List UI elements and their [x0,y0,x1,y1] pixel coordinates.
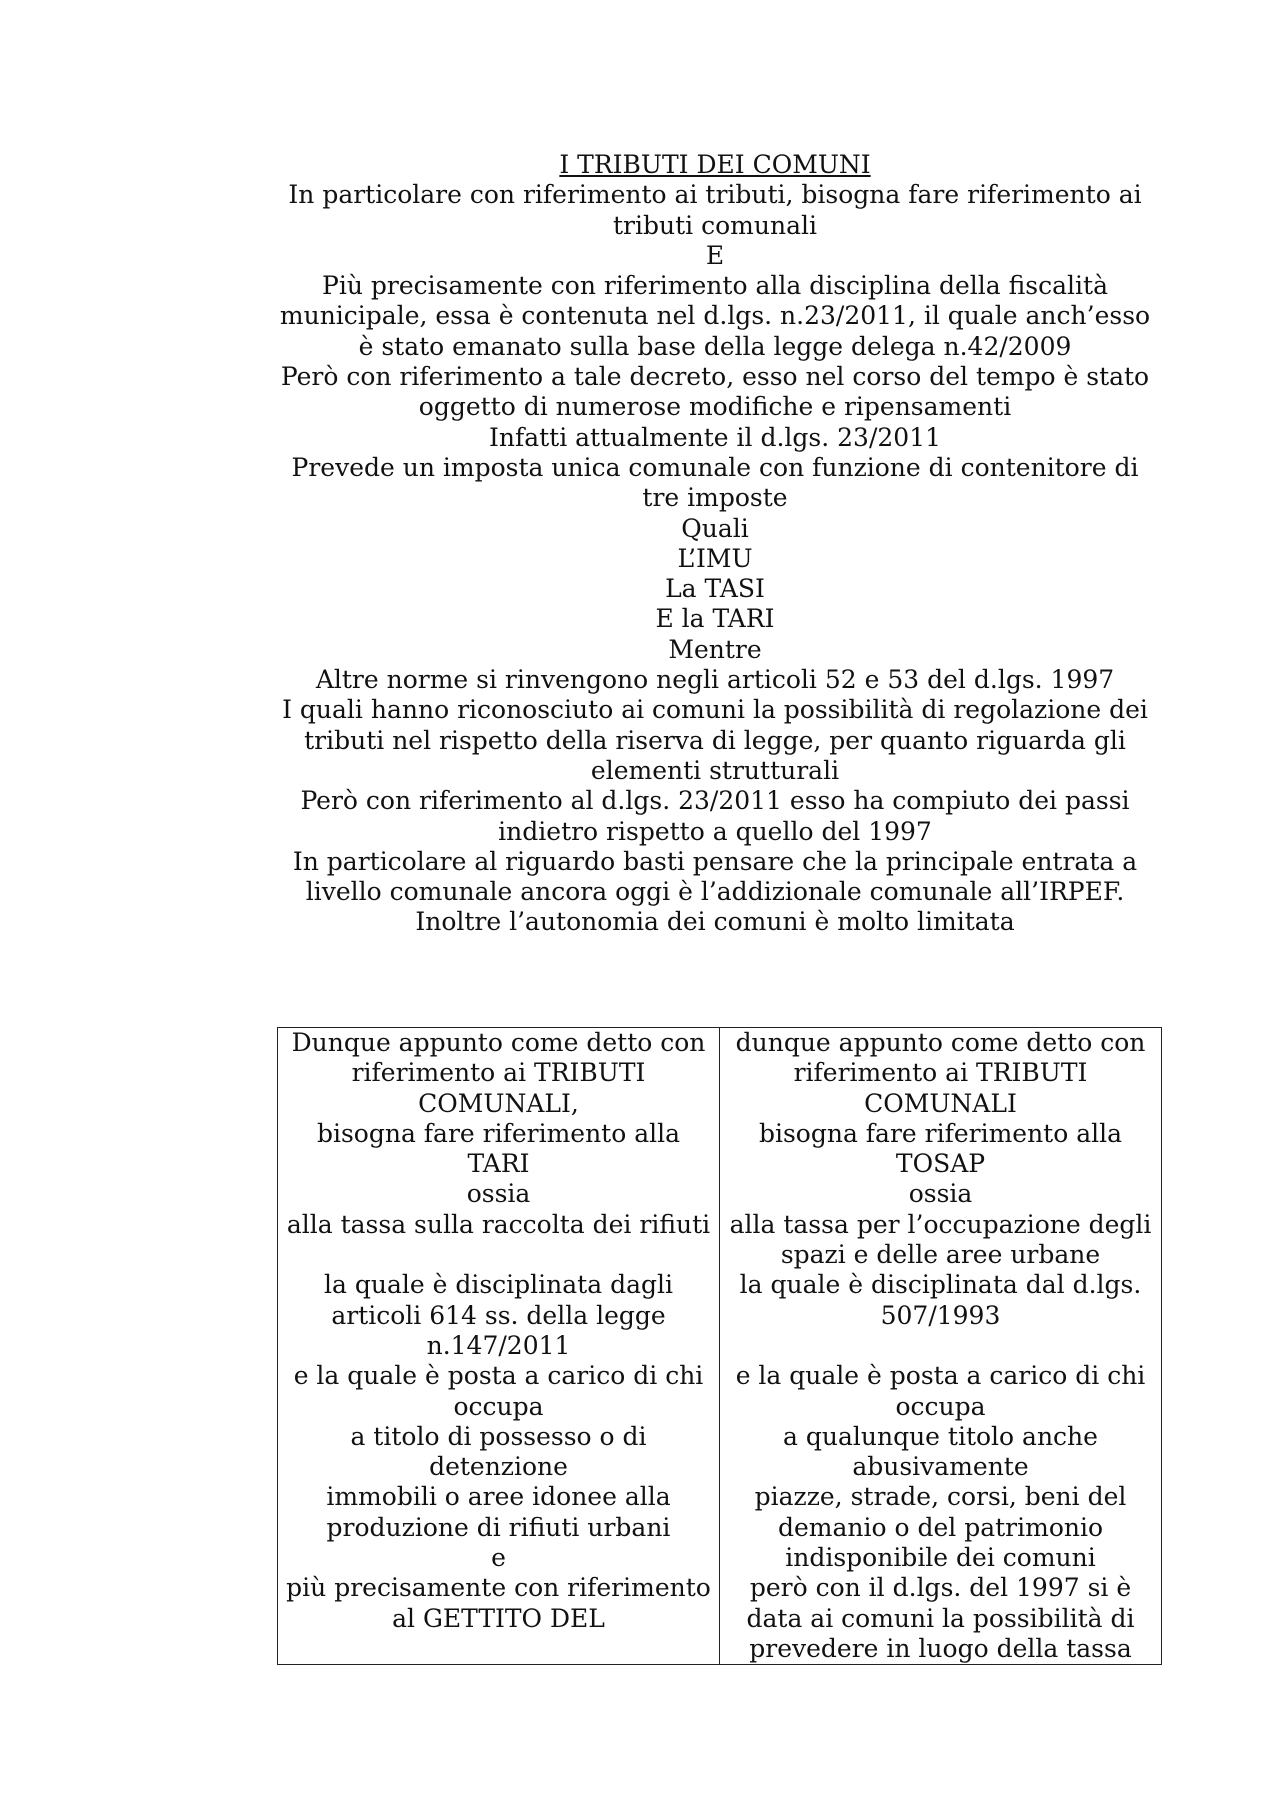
cell-line: immobili o aree idonee alla produzione di rifiuti urbani [326,1482,671,1542]
cell-line: la quale è disciplinata dal d.lgs. 507/1993 [739,1270,1142,1330]
cell-line: piazze, strade, corsi, beni del demanio o del patrimonio indisponibile dei comuni [754,1482,1127,1573]
paragraph: Prevede un imposta unica comunale con funzione di contenitore di tre imposte [291,452,1139,513]
paragraph: In particolare al riguardo basti pensare che la principale entrata a livello comunale ancora oggi è l’addizionale comunale all’IRPEF. [292,846,1138,907]
paragraph: Però con riferimento al d.lgs. 23/2011 esso ha compiuto dei passi indietro rispetto a quello del 1997 [300,786,1130,846]
table-cell-tari [278,1028,720,1665]
paragraph: Infatti attualmente il d.lgs. 23/2011 [488,422,942,452]
table-row [278,1028,1162,1665]
cell-line: a titolo di possesso o di detenzione [350,1421,647,1482]
cell-line: ossia [908,1179,973,1209]
cell-line: dunque appunto come detto con riferimento ai TRIBUTI COMUNALI [735,1028,1146,1118]
paragraph: L’IMU [677,543,753,573]
document-body [270,150,1160,938]
comparison-table [277,1027,1162,1665]
paragraph: In particolare con riferimento ai tributi, bisogna fare riferimento ai tributi comunali [288,180,1142,240]
cell-line: più precisamente con riferimento al GETTITO DEL [286,1573,711,1633]
cell-line: bisogna fare riferimento alla TOSAP [758,1118,1123,1179]
cell-line: però con il d.lgs. del 1997 si è data ai comuni la possibilità di prevedere in luogo della tassa [746,1573,1135,1663]
cell-line: a qualunque titolo anche abusivamente [783,1421,1098,1482]
paragraph: E [705,240,725,270]
cell-line: Dunque appunto come detto con riferimento ai TRIBUTI COMUNALI, [291,1028,706,1118]
cell-line: ossia [466,1179,531,1209]
cell-line: e la quale è posta a carico di chi occupa [293,1361,704,1421]
cell-line [286,1240,711,1270]
cell-line: e [491,1543,506,1573]
cell-line: la quale è disciplinata dagli articoli 614 ss. della legge n.147/2011 [324,1270,673,1360]
paragraph: Quali [681,513,749,543]
paragraph: La TASI [665,574,765,604]
cell-line: alla tassa sulla raccolta dei rifiuti [286,1209,711,1239]
paragraph: I quali hanno riconosciuto ai comuni la possibilità di regolazione dei tributi nel rispetto della riserva di legge, per quanto riguarda gli elementi strutturali [282,695,1148,785]
table-cell-tosap [720,1028,1162,1665]
paragraph: Mentre [668,634,762,664]
paragraph: E la TARI [655,604,775,634]
cell-line: bisogna fare riferimento alla TARI [316,1118,681,1179]
paragraph: Più precisamente con riferimento alla disciplina della fiscalità municipale, essa è contenuta nel d.lgs. n.23/2011, il quale anch’esso è stato emanato sulla base della legge delega n.42/2009 [279,271,1151,361]
cell-line [728,1331,1153,1361]
paragraph: Altre norme si rinvengono negli articoli 52 e 53 del d.lgs. 1997 [315,665,1115,695]
paragraph: Però con riferimento a tale decreto, esso nel corso del tempo è stato oggetto di numerose modifiche e ripensamenti [280,362,1150,422]
cell-line: e la quale è posta a carico di chi occupa [735,1361,1146,1421]
paragraph: Inoltre l’autonomia dei comuni è molto limitata [415,907,1015,937]
cell-line: alla tassa per l’occupazione degli spazi e delle aree urbane [729,1209,1152,1270]
document-title [270,150,1160,180]
document-title-text: I TRIBUTI DEI COMUNI [559,150,871,179]
